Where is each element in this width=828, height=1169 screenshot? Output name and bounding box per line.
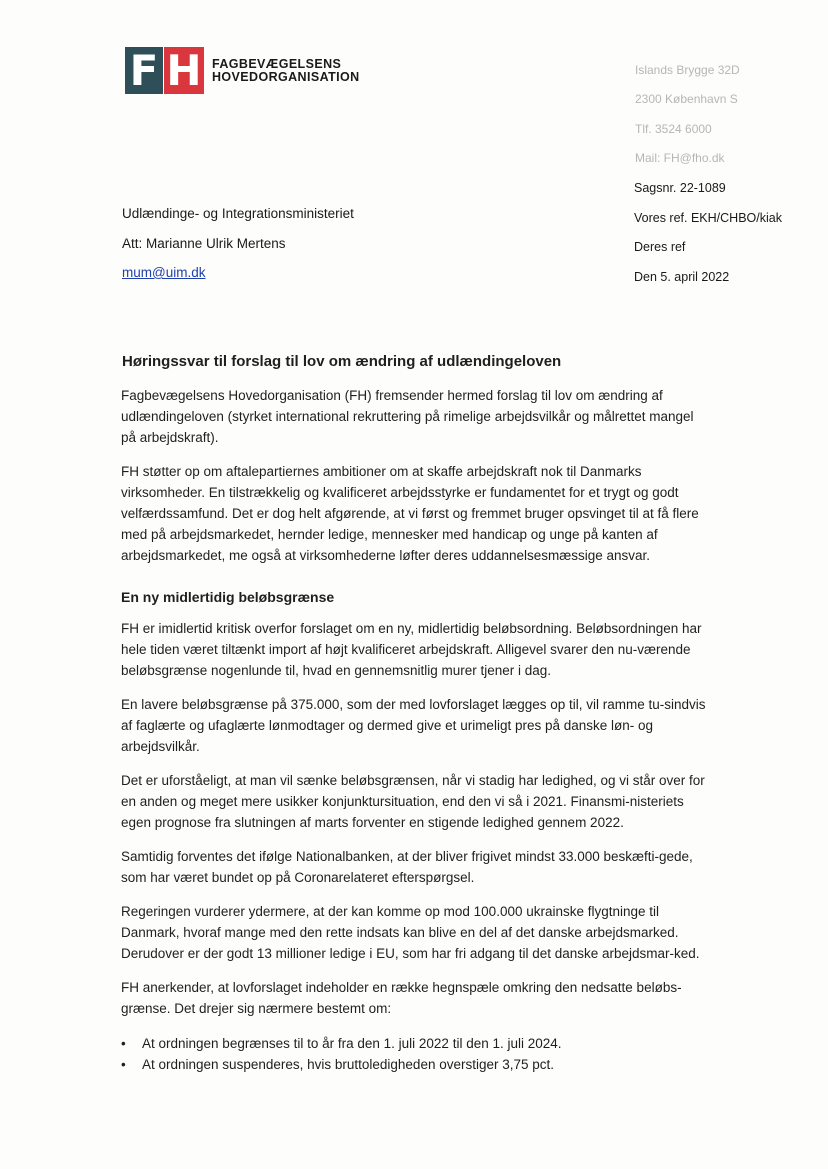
- recipient-email-link[interactable]: mum@uim.dk: [122, 265, 206, 280]
- body-paragraph: FH anerkender, at lovforslaget indeholder en række hegnspæle omkring den nedsatte beløbs-grænse. Det drejer sig nærmere bestemt om:: [121, 980, 682, 1016]
- section-heading: En ny midlertidig beløbsgrænse: [121, 589, 335, 605]
- sender-city: 2300 København S: [635, 92, 738, 107]
- list-item: [121, 1054, 711, 1075]
- recipient-block: [122, 206, 354, 295]
- bullet-icon: •: [121, 1036, 126, 1051]
- body-paragraph: En lavere beløbsgrænse på 375.000, som der med lovforslaget lægges op til, vil ramme tu-sindvis af faglærte og ufaglærte lønmodtager og dermed give et urimeligt pres på danske løn- og arbejdsvilkår.: [121, 697, 706, 754]
- list-item-text: At ordningen begrænses til to år fra den 1. juli 2022 til den 1. juli 2024.: [142, 1036, 562, 1051]
- document-title: Høringssvar til forslag til lov om ændring af udlændingeloven: [122, 353, 562, 370]
- letter-date: Den 5. april 2022: [634, 269, 730, 284]
- list-item: [121, 1033, 711, 1054]
- recipient-attention: Att: Marianne Ulrik Mertens: [122, 235, 286, 251]
- letter-meta: [634, 181, 782, 299]
- logo-line-2: HOVEDORGANISATION: [212, 69, 360, 84]
- intro-paragraph: Fagbevægelsens Hovedorganisation (FH) fremsender hermed forslag til lov om ændring af udlændingeloven (styrket international rekruttering på rimelige arbejdsvilkår og målrettet mangel på arbejdskraft).: [121, 388, 694, 445]
- logo-letter-f: F: [125, 47, 163, 94]
- body-paragraph: FH er imidlertid kritisk overfor forslaget om en ny, midlertidig beløbsordning. Beløbsordningen har hele tiden været tiltænkt import af højt kvalificeret arbejdskraft. Alligevel svarer den nu-værende beløbsgrænse nogenlunde til, hvad en gennemsnitlig murer tjener i dag.: [121, 621, 702, 678]
- body-paragraph: Det er uforståeligt, at man vil sænke beløbsgrænsen, når vi stadig har ledighed, og vi står over for en anden og meget mere usikker konjunktursituation, end den vi så i 2021. Finansmi-nisteriets egen prognose fra slutningen af marts forventer en stigende ledighed gennem 2022.: [121, 773, 705, 830]
- body-paragraph: Regeringen vurderer ydermere, at der kan komme op mod 100.000 ukrainske flygtninge til Danmark, hvoraf mange med den rette indsats kan blive en del af det danske arbejdsmarked. Derudover er der godt 13 millioner ledige i EU, som har fri adgang til det danske arbejdsmar-ked.: [121, 904, 700, 961]
- bullet-icon: •: [121, 1057, 126, 1072]
- logo-wordmark: [212, 58, 360, 84]
- intro-paragraph: FH støtter op om aftalepartiernes ambitioner om at skaffe arbejdskraft nok til Danmarks virksomheder. En tilstrækkelig og kvalificeret arbejdsstyrke er fundamentet for et trygt og godt velfærdssamfund. Det er dog helt afgørende, at vi først og fremmet bruger opsvinget til at få flere med på arbejdsmarkedet, hernder ledige, mennesker med handicap og unge på kanten af arbejdsmarkedet, me også at virksomhederne løfter deres uddannelsesmæssige ansvar.: [121, 464, 699, 563]
- logo-mark: [125, 47, 204, 94]
- recipient-organization: Udlændinge- og Integrationsministeriet: [122, 206, 354, 221]
- case-number: Sagsnr. 22-1089: [634, 181, 726, 195]
- sender-phone: Tlf. 3524 6000: [635, 121, 712, 136]
- our-reference: Vores ref. EKH/CHBO/kiak: [634, 210, 782, 225]
- bullet-list: [121, 1033, 711, 1075]
- sender-mail: Mail: FH@fho.dk: [635, 150, 725, 165]
- organization-logo: [125, 47, 360, 94]
- sender-address: [635, 63, 740, 180]
- logo-line-1: FAGBEVÆGELSENS: [212, 56, 342, 71]
- logo-letter-h: H: [164, 47, 204, 94]
- body-paragraph: Samtidig forventes det ifølge Nationalbanken, at der bliver frigivet mindst 33.000 beskæfti-gede, som har været bundet op på Coronarelateret efterspørgsel.: [121, 849, 693, 885]
- document-body: [121, 385, 711, 1075]
- list-item-text: At ordningen suspenderes, hvis bruttoledigheden overstiger 3,75 pct.: [142, 1057, 555, 1072]
- sender-street: Islands Brygge 32D: [635, 63, 740, 77]
- your-reference: Deres ref: [634, 240, 686, 254]
